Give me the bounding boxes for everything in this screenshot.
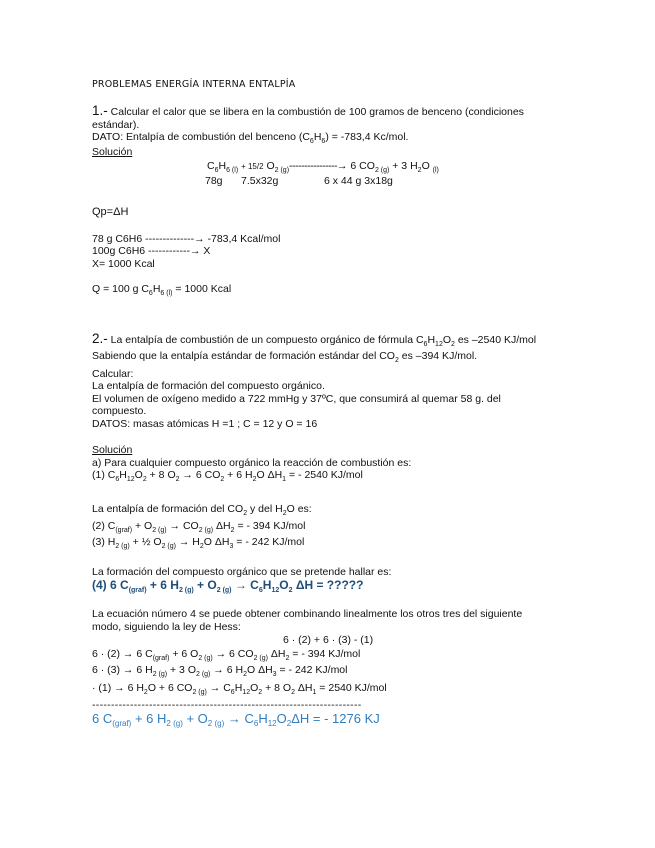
problem-1-mass-oxygen: 7.5x32g bbox=[241, 175, 279, 187]
page-title: PROBLEMAS ENERGÍA INTERNA ENTALPÍA bbox=[92, 79, 296, 90]
hess-step-2: 6 · (3) → 6 $H_{2 (g)} + 3$ $O_{2 (g)} \to 6$ $H_2O$ $\Delta H_3$ = - 242 KJ/mol bbox=[92, 664, 348, 678]
hess-intro: La ecuación número 4 se puede obtener combinando linealmente los otros tres del siguiente bbox=[92, 608, 523, 620]
final-result: 6 $C_{(graf)} + 6$ $H_{2 (g)} + O_{2 (g)} \to C_6H_{12}O_2\Delta H$ = - 1276 KJ bbox=[92, 711, 380, 728]
problem-1-mass-benzene: 78g bbox=[205, 175, 223, 187]
problem-2-number: 2.- bbox=[92, 331, 108, 346]
problem-2-calc-item-2: El volumen de oxígeno medido a 722 mmHg y 37ºC, que consumirá al quemar 58 g. del bbox=[92, 393, 501, 405]
hess-combination: 6 · (2) + 6 · (3) - (1) bbox=[283, 634, 374, 646]
reaction-4-target: (4) 6 $C_{(graf)} + 6$ $H_{2 (g)} + O_{2 (g)} \to C_6H_{12}O_2$ ΔH = ????? bbox=[92, 578, 364, 594]
problem-1-mass-products: 6 x 44 g 3x18g bbox=[324, 175, 393, 187]
problem-2-intro: 2.- La entalpía de combustión de un compuesto orgánico de fórmula $C_6H_{12}O_2$ es –2540 KJ/mol bbox=[92, 331, 537, 348]
problem-1-number: 1.- bbox=[92, 103, 108, 118]
reaction-3: (3) $H_{2 (g)}$ + ½ $O_{2 (g)} \to H_2O$ $\Delta H_3$ = - 242 KJ/mol bbox=[92, 536, 305, 550]
problem-1-dato: DATO: Entalpía de combustión del benceno $(C_6H_6) = -783,4$ Kc/mol. bbox=[92, 131, 409, 145]
reaction-1: (1) $C_6H_{12}O_2 + 8$ $O_2 \to 6$ $CO_2 + 6$ $H_2O$ $\Delta H_1$ = - 2540 KJ/mol bbox=[92, 469, 363, 483]
hess-intro-cont: modo, siguiendo la ley de Hess: bbox=[92, 621, 241, 633]
problem-1-intro-text: Calcular el calor que se libera en la combustión de 100 gramos de benceno (condiciones bbox=[107, 106, 524, 118]
problem-2-solucion-heading: Solución bbox=[92, 444, 133, 456]
reaction-2: (2) $C_{(graf)} + O_{2 (g)} \to CO_{2 (g)}$ $\Delta H_2$ = - 394 KJ/mol bbox=[92, 520, 306, 534]
problem-2-part-a: a) Para cualquier compuesto orgánico la reacción de combustión es: bbox=[92, 457, 412, 469]
problem-1-intro bbox=[92, 105, 524, 118]
problem-1-intro-cont: estándar). bbox=[92, 119, 140, 131]
problem-1-rule-line-2: 100g C6H6 ------------→ X bbox=[92, 245, 211, 257]
problem-2-calc-item-1: La entalpía de formación del compuesto orgánico. bbox=[92, 380, 325, 392]
problem-1-solucion-heading: Solución bbox=[92, 146, 133, 158]
problem-1-reaction: $C_6H_{6 (l)} + 15/2$ $O_{2 (g)}----------------\to 6$ $CO_{2 (g)} + 3$ $H_2O$ $_{(l)}$ bbox=[207, 160, 439, 174]
problem-1-rule-line-3: X= 1000 Kcal bbox=[92, 258, 155, 270]
problem-2-intro-line-2: Sabiendo que la entalpía estándar de formación estándar del $CO_2$ es –394 KJ/mol. bbox=[92, 350, 478, 364]
problem-2-datos: DATOS: masas atómicas H =1 ; C = 12 y O = 16 bbox=[92, 418, 318, 430]
sum-rule: ----------------------------------------------------------------------- bbox=[92, 699, 362, 711]
problem-1-qp: Qp=ΔH bbox=[92, 206, 129, 218]
problem-1-q-result: Q = 100 g $C_6H_{6 (l)} = 1000$ Kcal bbox=[92, 283, 232, 297]
problem-2-calc-item-2-cont: compuesto. bbox=[92, 405, 147, 417]
formation-intro: La entalpía de formación del $CO_2$ y del $H_2O$ es: bbox=[92, 503, 312, 517]
problem-1-rule-line-1: 78 g C6H6 --------------→ -783,4 Kcal/mol bbox=[92, 233, 281, 245]
problem-2-calcular: Calcular: bbox=[92, 368, 134, 380]
hess-step-3: · (1) → 6 $H_2O + 6$ $CO_{2 (g)} \to C_6H_{12}O_2 + 8$ $O_2$ $\Delta H_1 = 2540$ KJ/mol bbox=[92, 682, 387, 696]
formation-target-intro: La formación del compuesto orgánico que se pretende hallar es: bbox=[92, 566, 392, 578]
hess-step-1: 6 · (2) → 6 $C_{(graf)} + 6$ $O_{2 (g)} \to 6$ $CO_{2 (g)}$ $\Delta H_2$ = - 394 KJ/mol bbox=[92, 648, 361, 662]
